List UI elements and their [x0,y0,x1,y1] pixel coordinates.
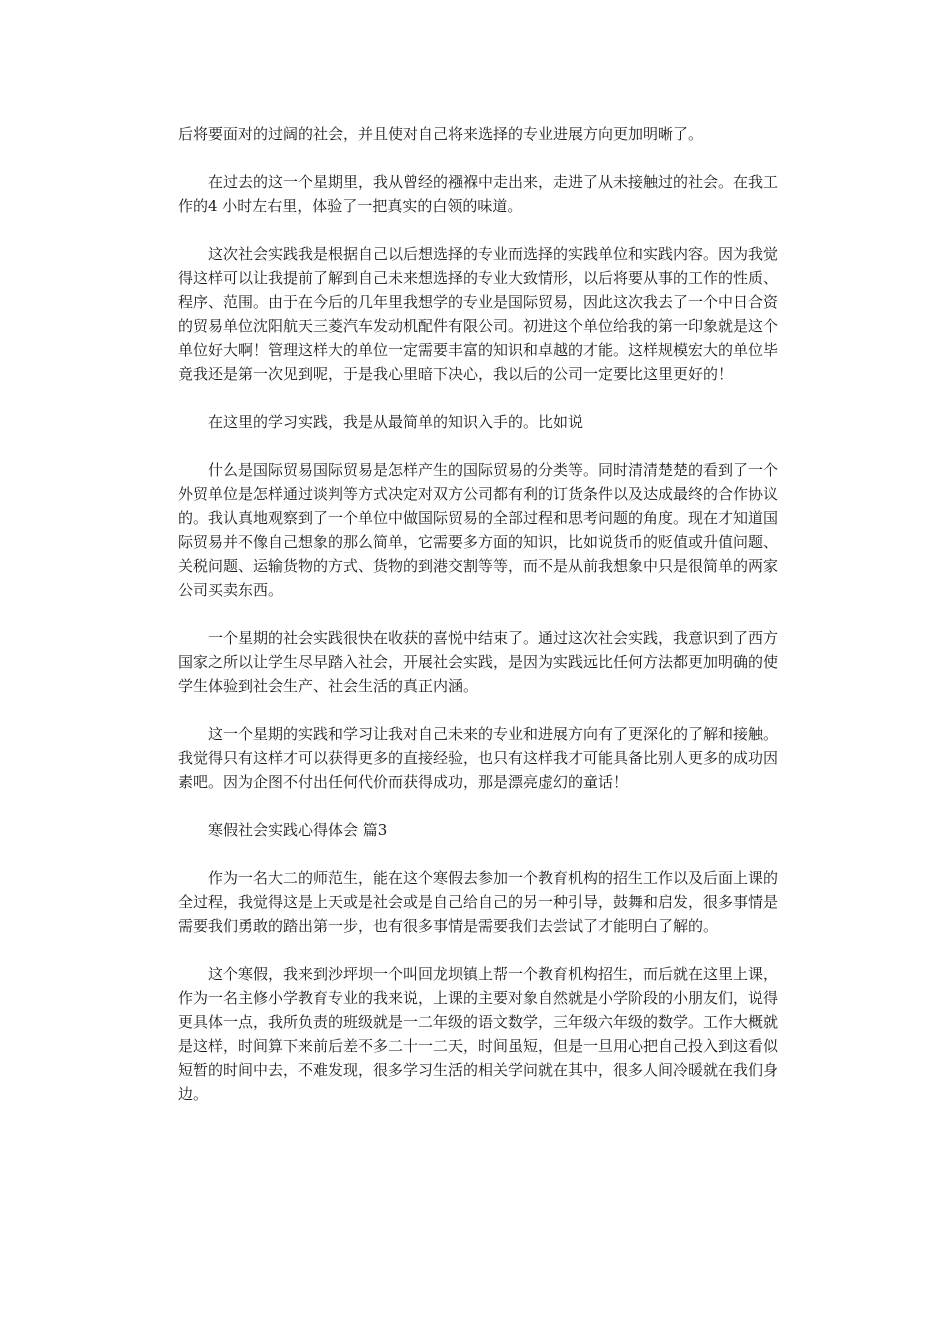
paragraph-4: 在这里的学习实践，我是从最简单的知识入手的。比如说 [208,413,584,431]
paragraph-3: 这次社会实践我是根据自己以后想选择的专业而选择的实践单位和实践内容。因为我觉得这样可以让我提前了解到自己未来想选择的专业大致情形，以后将要从事的工作的性质、程序、范围。由于在今后的几年里我想学的专业是国际贸易，因此这次我去了一个中日合资的贸易单位沈阳航天三菱汽车发动机配件有限公司。初进这个单位给我的第一印象就是这个单位好大啊！管理这样大的单位一定需要丰富的知识和卓越的才能。这样规模宏大的单位毕竟我还是第一次见到呢，于是我心里暗下决心，我以后的公司一定要比这里更好的！ [178,245,779,383]
paragraph-5: 什么是国际贸易国际贸易是怎样产生的国际贸易的分类等。同时清清楚楚的看到了一个外贸单位是怎样通过谈判等方式决定对双方公司都有利的订货条件以及达成最终的合作协议的。我认真地观察到了一个单位中做国际贸易的全部过程和思考问题的角度。现在才知道国际贸易并不像自己想象的那么简单，它需要多方面的知识，比如说货币的贬值或升值问题、关税问题、运输货物的方式、货物的到港交割等等，而不是从前我想象中只是很简单的两家公司买卖东西。 [178,461,779,599]
paragraph-2: 在过去的这一个星期里，我从曾经的襁褓中走出来，走进了从未接触过的社会。在我工作的4 小时左右里，体验了一把真实的白领的味道。 [178,173,779,215]
document-body [178,122,778,1130]
paragraph-6: 一个星期的社会实践很快在收获的喜悦中结束了。通过这次社会实践，我意识到了西方国家之所以让学生尽早踏入社会，开展社会实践，是因为实践远比任何方法都更加明确的使学生体验到社会生产、社会生活的真正内涵。 [178,629,779,695]
section-heading: 寒假社会实践心得体会 篇3 [208,821,388,839]
paragraph-8: 作为一名大二的师范生，能在这个寒假去参加一个教育机构的招生工作以及后面上课的全过程，我觉得这是上天或是社会或是自己给自己的另一种引导，鼓舞和启发，很多事情是需要我们勇敢的踏出第一步，也有很多事情是需要我们去尝试了才能明白了解的。 [178,869,779,935]
paragraph-9: 这个寒假，我来到沙坪坝一个叫回龙坝镇上帮一个教育机构招生，而后就在这里上课，作为一名主修小学教育专业的我来说，上课的主要对象自然就是小学阶段的小朋友们，说得更具体一点，我所负责的班级就是一二年级的语文数学，三年级六年级的数学。工作大概就是这样，时间算下来前后差不多二十一二天，时间虽短，但是一旦用心把自己投入到这看似短暂的时间中去，不难发现，很多学习生活的相关学问就在其中，很多人间冷暖就在我们身边。 [178,965,779,1103]
paragraph-1: 后将要面对的过阔的社会，并且使对自己将来选择的专业进展方向更加明晰了。 [178,125,704,143]
paragraph-7: 这一个星期的实践和学习让我对自己未来的专业和进展方向有了更深化的了解和接触。我觉得只有这样才可以获得更多的直接经验，也只有这样我才可能具备比别人更多的成功因素吧。因为企图不付出任何代价而获得成功，那是漂亮虚幻的童话！ [178,725,779,791]
